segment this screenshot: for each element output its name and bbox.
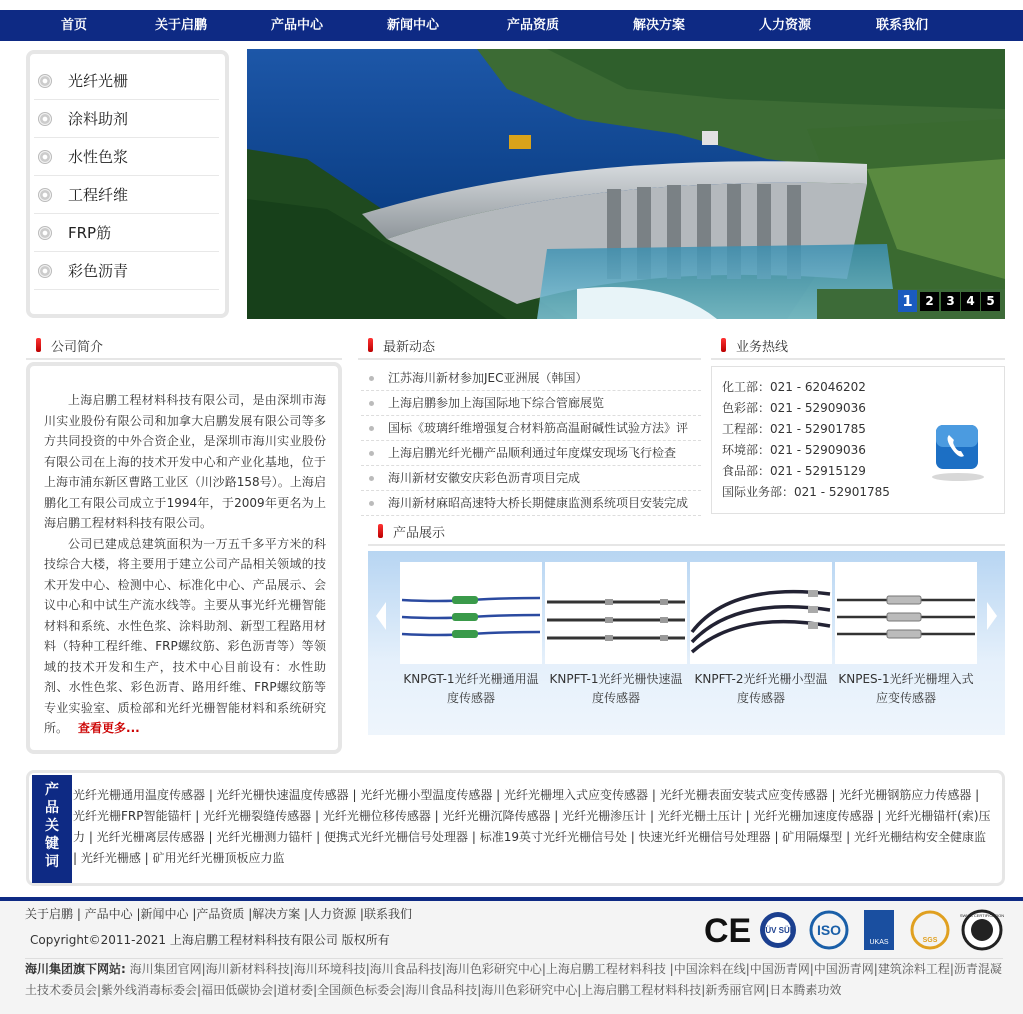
- nav-qualifications[interactable]: 产品资质: [506, 18, 559, 33]
- red-marker-icon: [378, 524, 383, 538]
- svg-text:ISO: ISO: [816, 922, 842, 938]
- keywords-text[interactable]: 光纤光栅通用温度传感器 | 光纤光栅快速温度传感器 | 光纤光栅小型温度传感器 | 光纤光栅埋入式应变传感器 | 光纤光栅表面安装式应变传感器 | 光纤光栅钢筋应力传感器 | 光纤光栅FRP智能锚杆 | 光纤光栅裂缝传感器 | 光纤光栅位移传感器 | 光纤光栅沉降传感器 | 光纤光栅渗压计 | 光纤光栅土压计 | 光纤光栅加速度传感器 | 光纤光栅锚杆(索)压力 | 光纤光栅离层传感器 | 光纤光栅测力锚杆 | 便携式光纤光栅信号处理器 | 标准19英寸光纤光栅信号处 | 快速光纤光栅信号处理器 | 矿用隔爆型 | 光纤光栅结构安全健康监 | 光纤光栅感 | 矿用光纤光栅顶板应力监: [73, 788, 991, 865]
- certification-logos: [704, 908, 1004, 952]
- banner-page-3[interactable]: 3: [941, 292, 960, 311]
- news-list: [361, 366, 701, 516]
- section-title: 产品展示: [393, 525, 446, 541]
- section-title: 业务热线: [736, 339, 789, 355]
- product-carousel: [368, 551, 1005, 735]
- news-item[interactable]: 上海启鹏光纤光栅产品顺利通过年度煤安现场飞行检查: [361, 441, 701, 466]
- svg-text:UKAS: UKAS: [869, 939, 889, 946]
- product-card[interactable]: [400, 562, 542, 722]
- product-name: KNPFT-1光纤光栅快速温度传感器: [549, 672, 683, 705]
- bullet-icon: [38, 150, 52, 164]
- section-title: 最新动态: [383, 339, 436, 355]
- hotline-entry: 食品部：021 - 52915129: [722, 464, 866, 478]
- keywords-label-char: [32, 781, 72, 871]
- hotline-entry: 色彩部：021 - 52909036: [722, 401, 866, 415]
- product-keywords: [26, 770, 1005, 886]
- group-sites-links[interactable]: 海川集团官网|海川新材料科技|海川环境科技|海川食品科技|海川色彩研究中心|上海启鹏工程材料科技 |中国涂料在线|中国沥青网|中国沥青网|建筑涂料工程|沥青混凝土技术委员会|紫外线消毒标委会|福田低碳协会|道材委|全国颜色标委会|海川食品科技|海川色彩研究中心|上海启鹏工程材料科技|新秀丽官网|日本腾素功效: [25, 962, 1002, 997]
- sidebar-item-engineering-fiber[interactable]: [34, 176, 219, 214]
- iso-logo-icon: [811, 912, 847, 948]
- product-name: KNPFT-2光纤光栅小型温度传感器: [694, 672, 828, 705]
- product-name: KNPES-1光纤光栅埋入式应变传感器: [838, 672, 974, 705]
- bullet-icon: [38, 74, 52, 88]
- red-marker-icon: [368, 338, 373, 352]
- sidebar-item-color-asphalt[interactable]: [34, 252, 219, 290]
- product-name: KNPGT-1光纤光栅通用温度传感器: [403, 672, 539, 705]
- svg-text:CE: CE: [704, 912, 752, 950]
- sidebar-item-label: 工程纤维: [68, 186, 129, 204]
- hero-banner[interactable]: [247, 49, 1005, 319]
- svg-text:SGS: SGS: [922, 937, 938, 944]
- nav-contact[interactable]: 联系我们: [875, 18, 928, 33]
- sidebar-item-label: 彩色沥青: [68, 262, 129, 280]
- news-item[interactable]: 海川新材麻昭高速特大桥长期健康监测系统项目安装完成: [361, 491, 701, 516]
- sidebar-item-fiber-grating[interactable]: [34, 62, 219, 100]
- main-nav: [0, 10, 1023, 41]
- product-image: [690, 562, 832, 664]
- nav-hr[interactable]: 人力资源: [758, 18, 811, 33]
- intro-paragraph: 上海启鹏工程材料科技有限公司，是由深圳市海川实业股份有限公司和加拿大启鹏发展有限公司等多方共同投资的中外合资企业，是深圳市海川实业股份有限公司在上海的技术开发中心和产业化基地，位于上海市浦东新区曹路工业区（川沙路158号）。上海启鹏化工有限公司成立于1994年，于2009年更名为上海启鹏工程材料科技有限公司。: [44, 393, 326, 530]
- product-card[interactable]: [690, 562, 832, 722]
- sidebar-item-label: FRP筋: [68, 224, 112, 242]
- about-section-header: [26, 332, 342, 360]
- keywords-label-char: 关: [45, 818, 59, 834]
- footer-links[interactable]: 关于启鹏 | 产品中心 |新闻中心 |产品资质 |解决方案 |人力资源 |联系我们: [25, 907, 412, 921]
- hotline-entry: 环境部：021 - 52909036: [722, 443, 866, 457]
- bullet-icon: [38, 188, 52, 202]
- company-intro: [26, 362, 342, 754]
- hotline-entry: 化工部：021 - 62046202: [722, 380, 866, 394]
- hotline-section-header: [711, 332, 1005, 360]
- group-sites: [25, 958, 1003, 1001]
- product-card[interactable]: [545, 562, 687, 722]
- bullet-icon: [38, 226, 52, 240]
- nav-solutions[interactable]: 解决方案: [632, 18, 685, 33]
- keywords-label: [32, 775, 72, 883]
- hotline-entry: 国际业务部：021 - 52901785: [722, 485, 890, 499]
- keywords-label-char: 词: [45, 854, 59, 870]
- tuv-logo-icon: [760, 912, 796, 948]
- hotline-entry: 工程部：021 - 52901785: [722, 422, 866, 436]
- banner-page-4[interactable]: 4: [961, 292, 980, 311]
- intro-paragraph: [44, 534, 326, 739]
- news-section-header: [358, 332, 701, 360]
- product-category-sidebar: [26, 50, 229, 318]
- product-image: [400, 562, 542, 664]
- ukas-logo-icon: [864, 910, 894, 950]
- bullet-icon: [38, 112, 52, 126]
- phone-icon: [930, 421, 986, 483]
- products-section-header: [368, 518, 1005, 546]
- chevron-right-icon[interactable]: [987, 602, 997, 630]
- bullet-icon: [38, 264, 52, 278]
- nav-products[interactable]: 产品中心: [270, 18, 323, 33]
- copyright: Copyright©2011-2021 上海启鹏工程材料科技有限公司 版权所有: [30, 933, 390, 947]
- intro-text: 公司已建成总建筑面积为一万五千多平方米的科技综合大楼，将主要用于建立公司产品相关领域的技术开发中心、检测中心、标准化中心、产品展示、会议中心和中试生产流水线等。主要从事光纤光栅智能材料和系统、水性色浆、涂料助剂、新型工程路用材料（特种工程纤维、FRP螺纹筋、彩色沥青等）等领域的技术开发和生产，技术中心目前设有：水性助剂、水性色浆、彩色沥青、路用纤维、FRP螺纹筋等专业实验室、质检部和光纤光栅智能材料和系统研究所。: [44, 536, 326, 735]
- chevron-left-icon[interactable]: [376, 602, 386, 630]
- sidebar-item-label: 水性色浆: [68, 148, 129, 166]
- keywords-label-char: 品: [45, 800, 59, 816]
- sidebar-item-label: 光纤光栅: [68, 72, 129, 90]
- sidebar-item-frp-rebar[interactable]: [34, 214, 219, 252]
- red-marker-icon: [721, 338, 726, 352]
- red-marker-icon: [36, 338, 41, 352]
- group-sites-label: 海川集团旗下网站:: [25, 962, 126, 976]
- sidebar-item-label: 涂料助剂: [68, 110, 129, 128]
- news-item[interactable]: 海川新材安徽安庆彩色沥青项目完成: [361, 466, 701, 491]
- nav-about[interactable]: 关于启鹏: [154, 18, 207, 33]
- svg-text:TÜV SÜD: TÜV SÜD: [760, 926, 796, 935]
- hotline-box: [711, 366, 1005, 514]
- news-item[interactable]: 江苏海川新材参加JEC亚洲展（韩国）: [361, 366, 701, 391]
- banner-page-2[interactable]: 2: [920, 292, 939, 311]
- ce-mark-icon: [704, 912, 751, 950]
- product-card[interactable]: [835, 562, 977, 722]
- banner-page-5[interactable]: 5: [981, 292, 1000, 311]
- nav-home[interactable]: 首页: [60, 18, 87, 33]
- keywords-label-char: 产: [45, 782, 59, 798]
- read-more-link[interactable]: 查看更多...: [78, 721, 140, 735]
- news-item[interactable]: 国标《玻璃纤维增强复合材料筋高温耐碱性试验方法》评: [361, 416, 701, 441]
- keywords-label-char: 键: [45, 836, 59, 852]
- svg-text:SWISS CERTIFICATION: SWISS CERTIFICATION: [959, 913, 1004, 918]
- sgs-logo-icon: [912, 912, 948, 948]
- sidebar-item-coating-additives[interactable]: [34, 100, 219, 138]
- news-item[interactable]: 上海启鹏参加上海国际地下综合管廊展览: [361, 391, 701, 416]
- banner-page-1[interactable]: 1: [898, 290, 917, 312]
- section-title: 公司简介: [51, 339, 104, 355]
- nav-news[interactable]: 新闻中心: [386, 18, 439, 33]
- product-image: [545, 562, 687, 664]
- dam-landscape-image: [247, 49, 1005, 319]
- swiss-certification-icon: [960, 911, 1004, 949]
- sidebar-item-water-colorant[interactable]: [34, 138, 219, 176]
- product-image: [835, 562, 977, 664]
